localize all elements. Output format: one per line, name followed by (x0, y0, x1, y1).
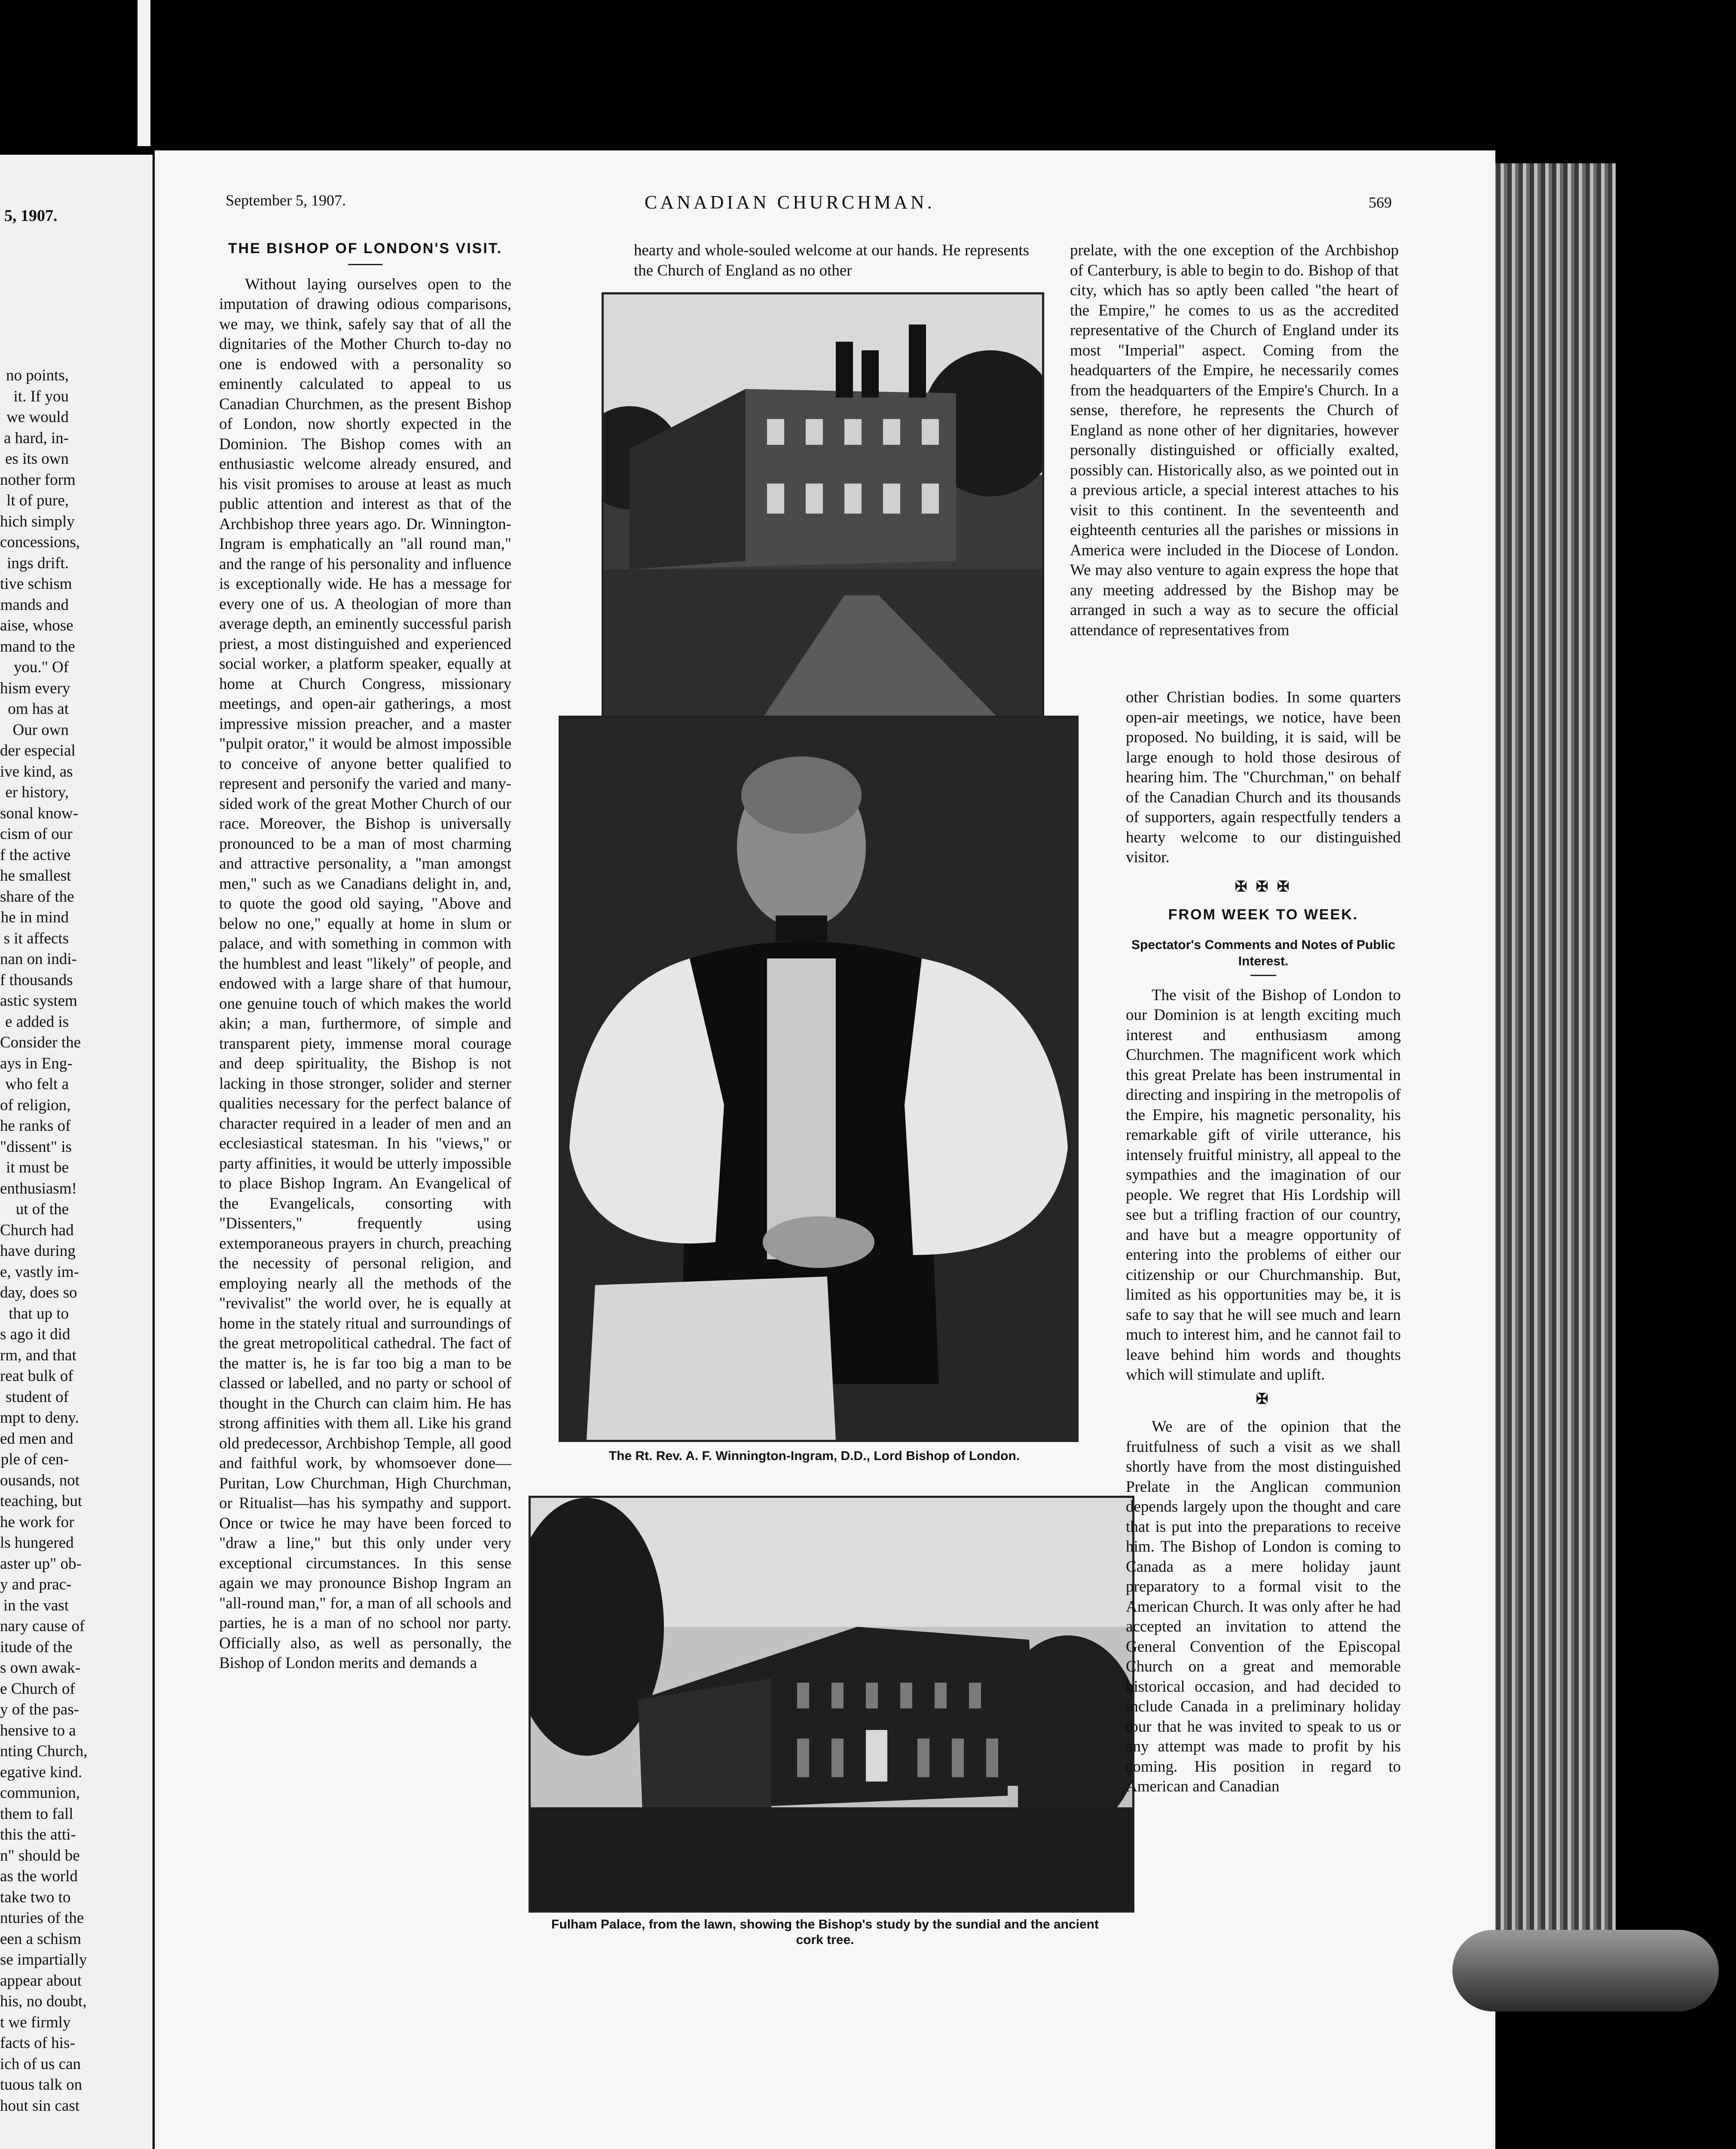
facing-page-line: that up to (9, 1304, 69, 1322)
facing-page-line: he ranks of (0, 1117, 71, 1135)
facing-page-line: Our own (12, 721, 69, 739)
facing-page-line: concessions, (0, 533, 80, 551)
facing-page-line: rm, and that (0, 1346, 76, 1364)
page-number: 569 (1369, 194, 1392, 211)
facing-page-line: cism of our (0, 825, 73, 843)
facing-page-line: enthusiasm! (0, 1179, 77, 1197)
article1-column3-paragraph: prelate, with the one exception of the Archbishop of Canterbury, is able to begin to do. Bishop of that city, which has so aptly been called "the heart of the Empire," he comes to us as the accredited representative of the Church of England under its most "Imperial" aspect. Coming from the headquarters of the Empire, he necessarily comes from the headquarters of the Empire's Church. In a sense, therefore, he represents the Church of England as none other of her dignitaries, however personally distinguished or officially exalted, possibly can. Historically also, as we pointed out in a previous article, a special interest attaches to his visit to this continent. In the seventeenth and eighteenth centuries all the parishes or missions in America were included in the Diocese of London. We may also venture to again express the hope that any meeting addressed by the Bishop may be arranged in such a way as to secure the official attendance of representatives from (1070, 242, 1399, 639)
paragraph-ornament: ✠ (1256, 1391, 1271, 1407)
facing-page-line: who felt a (5, 1075, 69, 1093)
scan-edge-top-left (138, 0, 150, 146)
facing-page-line: ich of us can (0, 2055, 81, 2073)
facing-page-line: der especial (0, 742, 76, 759)
facing-page-line: we would (6, 408, 69, 426)
facing-page-line: een a schism (0, 1930, 82, 1948)
facing-page-line: take two to (0, 1888, 71, 1906)
facing-page-line: communion, (0, 1784, 80, 1802)
facing-page-line: his, no doubt, (0, 1993, 87, 2010)
facing-page-line: nother form (0, 471, 76, 489)
header-date: September 5, 1907. (226, 192, 346, 209)
page-clip (1452, 1930, 1719, 2011)
facing-page-line: as the world (0, 1867, 78, 1885)
facing-page-line: om has at (8, 700, 69, 718)
facing-page-line: you." Of (13, 658, 69, 676)
facing-page-line: e Church of (0, 1680, 75, 1698)
page (155, 150, 1495, 2149)
article2-title: FROM WEEK TO WEEK. (1168, 906, 1359, 923)
facing-page-line: ays in Eng- (0, 1054, 73, 1072)
facing-page-line: itude of the (0, 1638, 73, 1656)
facing-page-line: no points, (6, 367, 69, 384)
facing-page-line: ut of the (15, 1200, 69, 1218)
facing-page-line: a hard, in- (3, 429, 69, 447)
facing-page-line: Church had (0, 1221, 74, 1239)
facing-page-line: hich simply (0, 512, 75, 530)
facing-page-line: them to fall (0, 1805, 73, 1823)
article1-column1 (219, 239, 511, 1674)
facing-page (0, 155, 153, 2149)
article2-paragraph2: We are of the opinion that the fruitfulness of such a visit as we shall shortly have from the most distinguished Prelate in the Anglican communion depends largely upon the thought and care that is put into the preparations to receive him. The Bishop of London is coming to Canada as a mere holiday jaunt preparatory to a formal visit to the American Church. It was only after he had accepted an invitation to attend the General Convention of the Episcopal Church on a great and memorable historical occasion, and had decided to include Canada in a preliminary holiday tour that he was invited to speak to us or any attempt was made to profit by his coming. His position in regard to American and Canadian (1126, 1418, 1401, 1795)
facing-page-line: e, vastly im- (0, 1263, 79, 1281)
facing-page-line: ls hungered (0, 1534, 74, 1552)
facing-page-line: ive kind, as (0, 762, 73, 781)
facing-page-line: ed men and (0, 1430, 73, 1448)
facing-page-line: hism every (0, 679, 70, 697)
facing-page-line: facts of his- (0, 2034, 75, 2052)
facing-page-line: aster up" ob- (0, 1555, 82, 1573)
facing-page-line: he smallest (0, 867, 71, 885)
facing-page-line: student of (6, 1388, 69, 1406)
facing-page-line: ousands, not (0, 1471, 79, 1489)
facing-page-line: aise, whose (0, 617, 73, 634)
facing-page-line: mand to the (0, 637, 75, 655)
facing-page-line: t we firmly (0, 2013, 71, 2031)
facing-page-line: he work for (0, 1513, 74, 1531)
facing-page-line: y and prac- (0, 1576, 72, 1593)
article1-closing-paragraph: other Christian bodies. In some quarters open-air meetings, we notice, have been proposed. No building, it is said, will be large enough to hold those desirous of hearing him. The "Churchman," on behalf of the Canadian Church and its thousands of supporters, again respectfully tenders a hearty welcome to our distinguished visitor. (1126, 689, 1401, 866)
facing-page-line: share of the (0, 888, 74, 906)
facing-page-line: "dissent" is (0, 1138, 72, 1156)
facing-page-line: ings drift. (7, 554, 69, 572)
facing-page-line: s own awak- (0, 1659, 81, 1677)
facing-page-text (0, 365, 88, 2116)
facing-page-line: astic system (0, 992, 77, 1010)
facing-page-line: se impartially (0, 1951, 87, 1968)
article1-title: THE BISHOP OF LONDON'S VISIT. (228, 240, 503, 257)
facing-page-line: have during (0, 1242, 76, 1260)
article1-continuation: hearty and whole-souled welcome at our hands. He represents the Church of England as no other (634, 242, 1029, 279)
facing-page-line: in the vast (3, 1596, 69, 1614)
facing-page-line: f thousands (0, 971, 73, 989)
facing-page-date: 5, 1907. (4, 207, 58, 225)
facing-page-line: nary cause of (0, 1617, 85, 1635)
bishop-portrait-illustration (561, 718, 1076, 1440)
facing-page-line: hout sin cast (0, 2097, 79, 2115)
facing-page-line: it. If you (13, 387, 69, 405)
facing-page-line: nting Church, (0, 1742, 88, 1760)
facing-page-line: hensive to a (0, 1721, 76, 1739)
section-ornament: ✠ ✠ ✠ (1235, 879, 1292, 895)
facing-page-line: s ago it did (0, 1326, 70, 1343)
article1-column3 (1070, 241, 1399, 640)
facing-page-line: reat bulk of (0, 1367, 73, 1385)
fulham-palace-photo (529, 1496, 1134, 1913)
rectory-illustration (604, 294, 1042, 763)
facing-page-line: lt of pure, (6, 492, 69, 509)
facing-page-line: es its own (5, 450, 69, 468)
facing-page-line: s it affects (3, 929, 69, 947)
facing-page-line: Consider the (0, 1034, 81, 1051)
facing-page-line: tuous talk on (0, 2076, 83, 2094)
facing-page-line: appear about (0, 1971, 82, 1990)
bishop-portrait-photo (559, 716, 1079, 1442)
masthead: CANADIAN CHURCHMAN. (645, 192, 935, 213)
facing-page-line: sonal know- (0, 804, 78, 822)
facing-page-line: n" should be (0, 1846, 80, 1864)
facing-page-line: day, does so (0, 1284, 77, 1301)
subtitle-rule (1250, 975, 1276, 976)
article1-paragraph: Without laying ourselves open to the imputation of drawing odious comparisons, we may, we think, safely say that of all the dignitaries of the Mother Church to-day no one is endowed with a personality so eminently calculated to appeal to us Canadian Churchmen, as the present Bishop of London, now shortly expected in the Dominion. The Bishop comes with an enthusiastic welcome already ensured, and his visit promises to arouse at least as much public attention and interest as that of the Archbishop three years ago. Dr. Winnington-Ingram is emphatically an "all round man," and the range of his personality and influence is exceptionally wide. He has a message for every one of us. A theologian of more than average depth, an eminently successful parish priest, a most distinguished and experienced social worker, a platform speaker, equally at home at Church Congress, missionary meetings, and open-air gatherings, a most impressive mission preacher, and a master "pulpit orator," it would be almost impossible to conceive of anyone better qualified to represent and personify the varied and many-sided work of the great Mother Church of our race. Moreover, the Bishop is universally pronounced to be a man of most charming and attractive personality, a "man amongst men," such as we Canadians delight in, and, to quote the good old saying, "Above and below no one," equally at home in slum or palace, and with something in common with the humblest and least "likely" of people, and endowed with a large share of that humour, one genuine touch of which makes the world akin; a man, furthermore, of simple and transparent piety, immense moral courage and deep spirituality, the Bishop is not lacking in those stronger, solider and sterner qualities necessary for the perfect balance of character required in a leader of men and an ecclesiastical statesman. In his "views," or party affinities, it would be utterly impossible to place Bishop Ingram. An Evangelical of the Evangelicals, consorting with "Dissenters," frequently using extemporaneous prayers in church, preaching the necessity of personal religion, and employing nearly all the methods of the "revivalist" the world over, he is equally at home in the stately ritual and surroundings of the great metropolitical cathedral. The fact of the matter is, he is far too big a man to be classed or labelled, and no party or school of thought in the Church can claim him. He has strong affinities with them all. Like his grand old predecessor, Archbishop Temple, all good and faithful work, by whomsoever done—Puritan, Low Churchman, High Churchman, or Ritualist—has his sympathy and support. Once or twice he may have been forced to "draw a line," but this only under very exceptional circumstances. In this sense again we may pronounce Bishop Ingram an "all-round man," for, a man of all schools and parties, he is a man of no school nor party. Officially also, as well as personally, the Bishop of London merits and demands a (219, 275, 511, 1672)
facing-page-line: he in mind (0, 909, 69, 926)
article2-subtitle: Spectator's Comments and Notes of Public Interest. (1131, 937, 1395, 968)
facing-page-line: it must be (6, 1159, 69, 1176)
facing-page-line: nturies of the (0, 1909, 84, 1927)
facing-page-line: e added is (5, 1013, 69, 1031)
facing-page-line: this the atti- (0, 1826, 76, 1843)
rectory-photo (602, 292, 1044, 765)
article1-column3-narrow (1126, 688, 1401, 1797)
facing-page-line: nan on indi- (0, 950, 77, 968)
portrait-caption: The Rt. Rev. A. F. Winnington-Ingram, D.D., Lord Bishop of London. (608, 1449, 1020, 1463)
facing-page-line: y of the pas- (0, 1701, 79, 1718)
facing-page-line: egative kind. (0, 1763, 83, 1781)
facing-page-line: er history, (5, 784, 69, 801)
facing-page-line: mands and (0, 596, 69, 614)
title-rule (348, 264, 382, 265)
facing-page-line: mpt to deny. (0, 1409, 79, 1427)
fulham-palace-illustration (531, 1498, 1132, 1910)
palace-caption: Fulham Palace, from the lawn, showing the Bishop's study by the sundial and the ancient cork tree. (551, 1917, 1099, 1947)
article1-column2-top (634, 241, 1029, 281)
facing-page-line: of religion, (0, 1096, 71, 1114)
facing-page-line: ple of cen- (0, 1451, 69, 1468)
facing-page-line: tive schism (0, 575, 72, 593)
article2-paragraph1: The visit of the Bishop of London to our Dominion is at length exciting much interest and enthusiasm among Churchmen. The magnificent work which this great Prelate has been instrumental in directing and inspiring in the metropolis of the Empire, his magnetic personality, his remarkable gift of virile utterance, his intensely fruitful ministry, all appeal to the sympathies and the imagination of our people. We regret that His Lordship will see but a trifling fraction of our country, and have but a meagre opportunity of entering into the problems of either our citizenship or our Churchmanship. But, limited as his opportunities may be, it is safe to say that he will see much and learn much to interest him, and he cannot fail to leave behind him words and thoughts which will stimulate and uplift. (1126, 986, 1401, 1384)
facing-page-line: f the active (0, 846, 71, 864)
facing-page-line: teaching, but (0, 1492, 83, 1510)
